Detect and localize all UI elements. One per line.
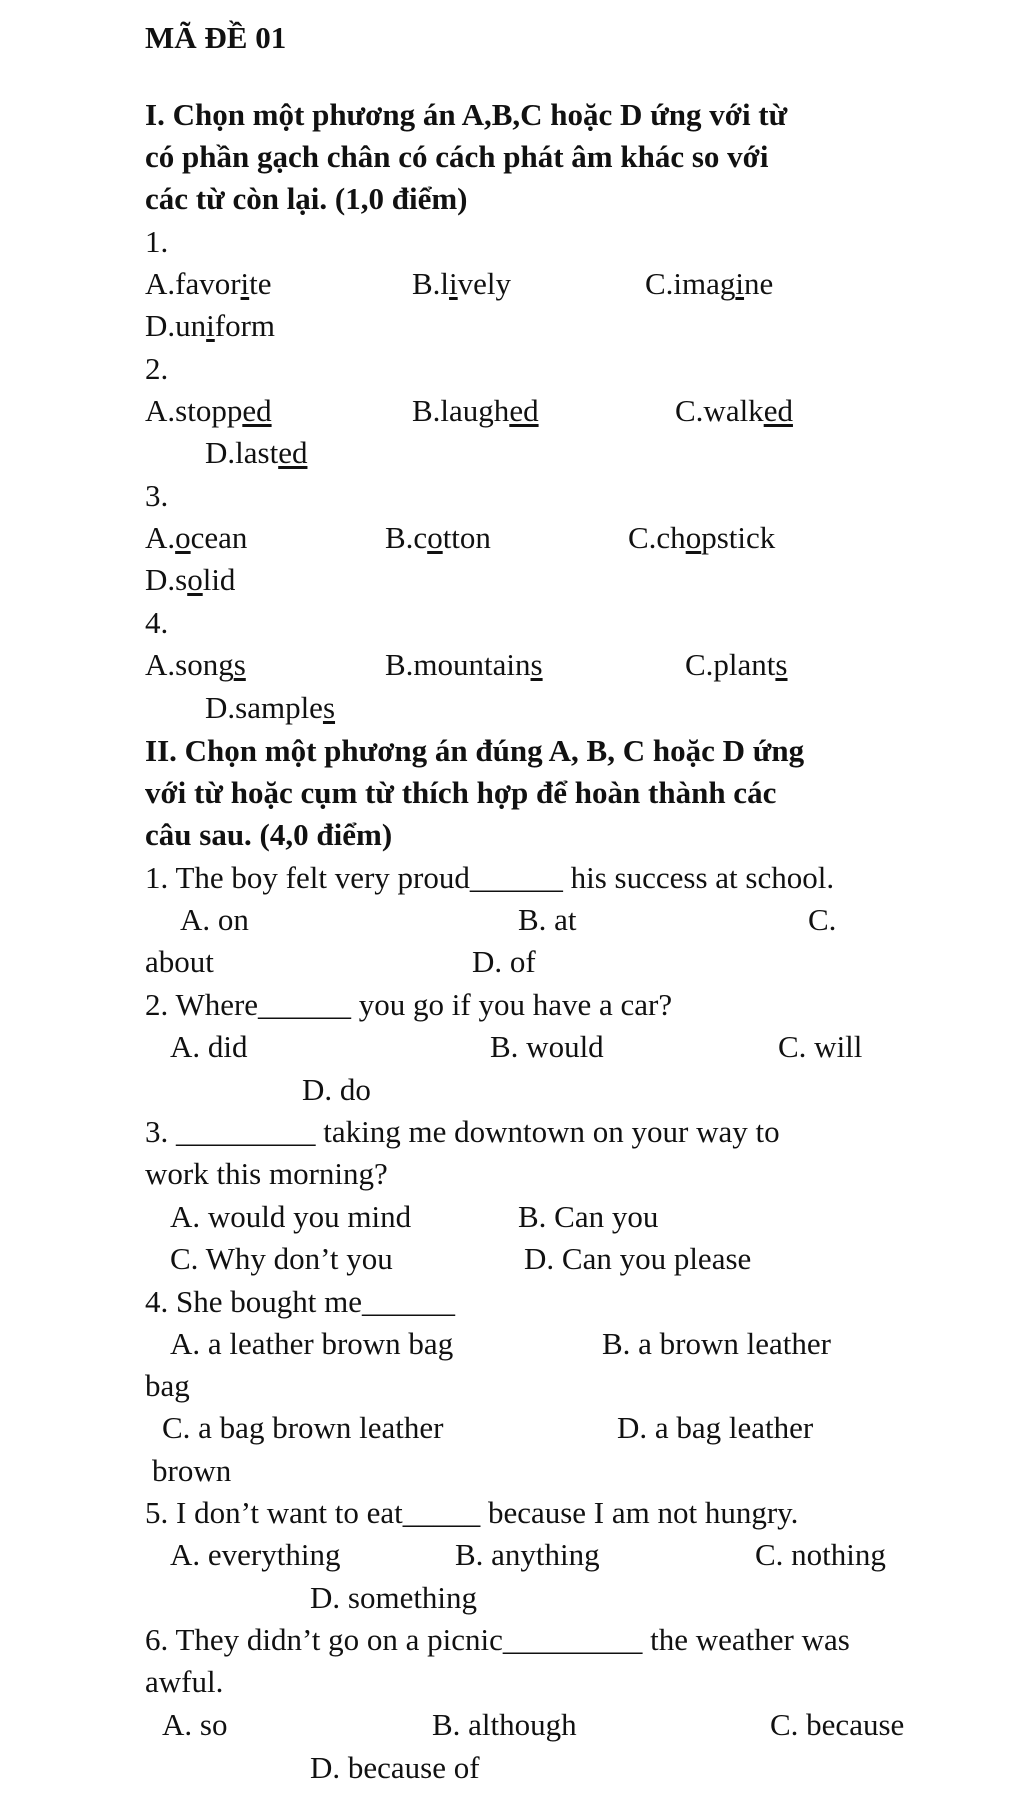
option: brown: [152, 1453, 232, 1488]
option: D. do: [302, 1072, 371, 1107]
option: C. Why don’t you: [170, 1241, 393, 1276]
question-stem: 1. The boy felt very proud______ his success at school.: [145, 860, 835, 895]
option: D. because of: [310, 1750, 480, 1785]
option: D. Can you please: [524, 1241, 752, 1276]
option: D.samples: [205, 690, 336, 725]
option: B. would: [490, 1029, 604, 1064]
part1-heading-line: có phần gạch chân có cách phát âm khác so với: [145, 139, 769, 174]
option: B. at: [518, 902, 577, 937]
question-number: 1.: [145, 224, 169, 259]
option: A. on: [180, 902, 249, 937]
option: C.: [808, 902, 837, 937]
part1-heading-line: các từ còn lại. (1,0 điểm): [145, 181, 468, 216]
part2-heading-line: với từ hoặc cụm từ thích hợp để hoàn thành các: [145, 775, 777, 810]
option: D. a bag leather: [617, 1410, 814, 1445]
option: A. everything: [170, 1537, 341, 1572]
option: C.chopstick: [628, 520, 776, 555]
part2-heading-line: câu sau. (4,0 điểm): [145, 817, 393, 852]
question-stem: 3. _________ taking me downtown on your way to: [145, 1114, 780, 1149]
question-number: 3.: [145, 478, 169, 513]
question-stem-cont: awful.: [145, 1664, 224, 1699]
exam-code: MÃ ĐỀ 01: [145, 20, 287, 55]
option: B. a brown leather: [602, 1326, 831, 1361]
option: C.walked: [675, 393, 793, 428]
question-stem: 2. Where______ you go if you have a car?: [145, 987, 673, 1022]
option: D.lasted: [205, 435, 308, 470]
option: B.mountains: [385, 647, 543, 682]
option: C. a bag brown leather: [162, 1410, 444, 1445]
option: A. would you mind: [170, 1199, 412, 1234]
part1-heading-line: I. Chọn một phương án A,B,C hoặc D ứng với từ: [145, 97, 788, 132]
question-stem-cont: work this morning?: [145, 1156, 388, 1191]
option: C. nothing: [755, 1537, 886, 1572]
option: B. Can you: [518, 1199, 659, 1234]
option: D.solid: [145, 562, 236, 597]
question-number: 4.: [145, 605, 169, 640]
option: C. because: [770, 1707, 905, 1742]
question-stem: 6. They didn’t go on a picnic_________ the weather was: [145, 1622, 850, 1657]
option: C.plants: [685, 647, 788, 682]
option: A.songs: [145, 647, 246, 682]
option: D. of: [472, 944, 536, 979]
option: D.uniform: [145, 308, 276, 343]
option: C. will: [778, 1029, 863, 1064]
option: A.favorite: [145, 266, 272, 301]
option: C.imagine: [645, 266, 774, 301]
option: B. although: [432, 1707, 577, 1742]
option: B.lively: [412, 266, 512, 301]
option: D. something: [310, 1580, 478, 1615]
option: B.laughed: [412, 393, 539, 428]
option: A.stopped: [145, 393, 272, 428]
part2-heading-line: II. Chọn một phương án đúng A, B, C hoặc D ứng: [145, 733, 805, 768]
option: A. a leather brown bag: [170, 1326, 454, 1361]
option: A. did: [170, 1029, 248, 1064]
question-number: 2.: [145, 351, 169, 386]
option: about: [145, 944, 214, 979]
option: A.ocean: [145, 520, 248, 555]
option: B.cotton: [385, 520, 491, 555]
option: B. anything: [455, 1537, 600, 1572]
question-stem: 4. She bought me______: [145, 1284, 455, 1319]
question-stem: 5. I don’t want to eat_____ because I am not hungry.: [145, 1495, 799, 1530]
option: A. so: [162, 1707, 228, 1742]
option: bag: [145, 1368, 190, 1403]
